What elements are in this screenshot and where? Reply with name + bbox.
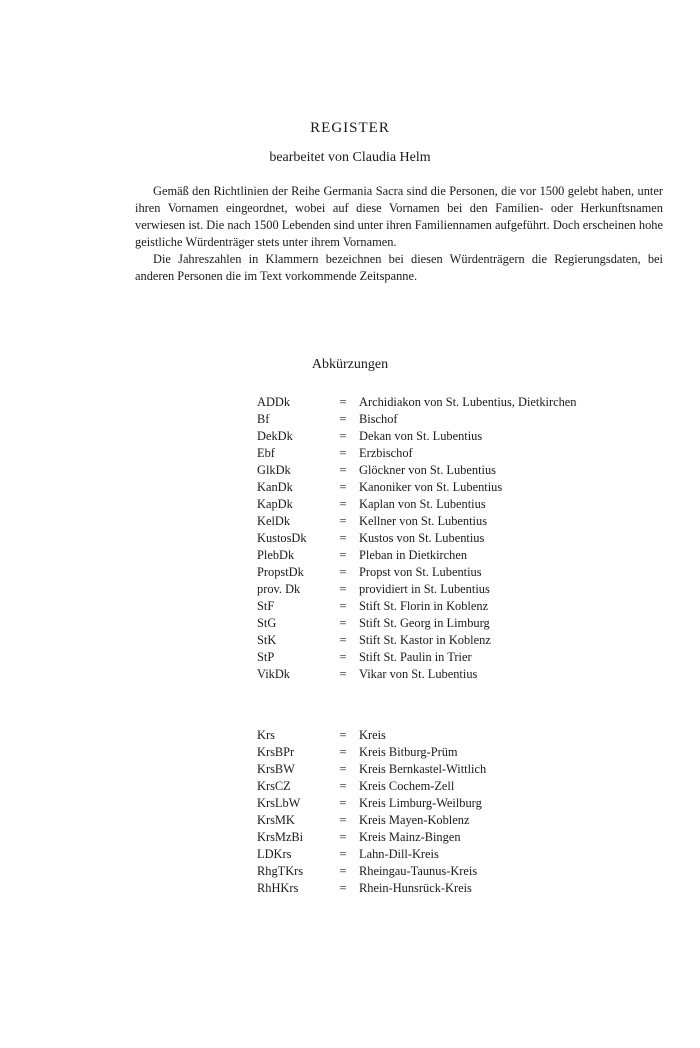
abbreviation-code: StF [257,599,275,613]
abbreviation-meaning: providiert in St. Lubentius [359,582,490,596]
abbreviation-meaning: Archidiakon von St. Lubentius, Dietkirchen [359,395,577,409]
district-abbreviation-list [257,727,486,897]
abbreviation-meaning: Kellner von St. Lubentius [359,514,488,528]
equals-sign: = [339,745,347,759]
abbreviation-row [257,795,486,812]
intro-paragraph: Gemäß den Richtlinien der Reihe Germania Sacra sind die Personen, die vor 1500 gelebt haben, unter ihren Vornamen eingeordnet, wobei auf diese Vornamen bei den Familien- oder Herkunftsnamen verwiesen ist. Die nach 1500 Lebenden sind unter ihren Familiennamen aufgeführt. Doch erscheinen hohe geistliche Würdenträger stets unter ihrem Vornamen. [135,184,663,249]
abbreviation-meaning: Rhein-Hunsrück-Kreis [359,881,472,895]
abbreviation-row [257,445,576,462]
equals-sign: = [339,728,347,742]
abbreviation-code: KrsBPr [257,745,295,759]
abbreviation-code: Ebf [257,446,275,460]
equals-sign: = [339,548,347,562]
abbreviation-code: PropstDk [257,565,304,579]
equals-sign: = [339,480,347,494]
abbreviation-code: prov. Dk [257,582,301,596]
abbreviation-code: ADDk [257,395,291,409]
abbreviation-row [257,496,576,513]
abbreviation-row [257,649,576,666]
clergy-abbreviation-list [257,394,576,683]
abbreviation-meaning: Kustos von St. Lubentius [359,531,485,545]
abbreviation-code: StK [257,633,277,647]
register-subtitle: bearbeitet von Claudia Helm [269,150,431,165]
abbreviation-row [257,513,576,530]
abbreviation-row [257,581,576,598]
abbreviation-code: KelDk [257,514,291,528]
abbreviation-meaning: Stift St. Florin in Koblenz [359,599,489,613]
abbreviation-meaning: Kreis Mayen-Koblenz [359,813,470,827]
abbreviation-row [257,778,486,795]
intro-text [135,183,663,285]
equals-sign: = [339,633,347,647]
equals-sign: = [339,779,347,793]
abbreviation-code: RhgTKrs [257,864,304,878]
equals-sign: = [339,616,347,630]
abbreviation-code: LDKrs [257,847,292,861]
abbreviation-meaning: Kreis [359,728,386,742]
abbreviation-code: PlebDk [257,548,295,562]
abbreviation-meaning: Rheingau-Taunus-Kreis [359,864,478,878]
abbreviation-code: StP [257,650,275,664]
abbreviation-code: KrsMzBi [257,830,304,844]
abbreviation-row [257,615,576,632]
abbreviation-meaning: Kreis Cochem-Zell [359,779,455,793]
equals-sign: = [339,599,347,613]
abbreviation-row [257,846,486,863]
abbreviation-row [257,547,576,564]
abbreviation-meaning: Kaplan von St. Lubentius [359,497,486,511]
abbreviation-row [257,598,576,615]
register-title: REGISTER [310,120,390,136]
equals-sign: = [339,395,347,409]
equals-sign: = [339,762,347,776]
abbreviation-meaning: Kreis Bernkastel-Wittlich [359,762,487,776]
equals-sign: = [339,796,347,810]
abbreviation-row [257,812,486,829]
abbreviation-meaning: Pleban in Dietkirchen [359,548,468,562]
abbreviation-row [257,666,576,683]
equals-sign: = [339,497,347,511]
equals-sign: = [339,514,347,528]
abbreviation-code: KrsMK [257,813,295,827]
abbreviation-row [257,744,486,761]
equals-sign: = [339,565,347,579]
abbreviation-meaning: Stift St. Kastor in Koblenz [359,633,491,647]
abbreviation-row [257,394,576,411]
abbreviation-meaning: Lahn-Dill-Kreis [359,847,439,861]
equals-sign: = [339,847,347,861]
abbreviation-row [257,863,486,880]
abbreviation-meaning: Erzbischof [359,446,413,460]
abbreviation-code: KapDk [257,497,293,511]
abbreviation-code: KrsBW [257,762,295,776]
abbreviation-code: KrsLbW [257,796,301,810]
abbreviation-code: KrsCZ [257,779,291,793]
abbreviation-row [257,761,486,778]
equals-sign: = [339,881,347,895]
equals-sign: = [339,531,347,545]
abbreviation-code: VikDk [257,667,290,681]
abbreviation-meaning: Propst von St. Lubentius [359,565,482,579]
abbreviation-meaning: Bischof [359,412,398,426]
equals-sign: = [339,813,347,827]
abbreviation-code: Krs [257,728,275,742]
abbreviation-row [257,411,576,428]
abbreviation-meaning: Stift St. Paulin in Trier [359,650,472,664]
abbreviation-row [257,727,486,744]
abbreviation-code: DekDk [257,429,293,443]
abbreviation-code: RhHKrs [257,881,299,895]
abbreviation-row [257,880,486,897]
abbreviation-row [257,564,576,581]
abbreviation-meaning: Stift St. Georg in Limburg [359,616,490,630]
abbreviation-code: StG [257,616,277,630]
abbreviation-row [257,462,576,479]
equals-sign: = [339,446,347,460]
abbreviation-row [257,829,486,846]
equals-sign: = [339,463,347,477]
abbreviation-meaning: Glöckner von St. Lubentius [359,463,496,477]
abbreviation-meaning: Vikar von St. Lubentius [359,667,478,681]
equals-sign: = [339,412,347,426]
abbreviations-heading: Abkürzungen [311,357,389,372]
abbreviation-meaning: Dekan von St. Lubentius [359,429,483,443]
abbreviation-meaning: Kreis Limburg-Weilburg [359,796,482,810]
abbreviation-row [257,530,576,547]
equals-sign: = [339,582,347,596]
intro-paragraph: Die Jahreszahlen in Klammern bezeichnen bei diesen Würdenträgern die Regierungsdaten, bei anderen Personen die im Text vorkommende Zeitspanne. [135,252,663,283]
abbreviation-row [257,632,576,649]
abbreviation-row [257,479,576,496]
equals-sign: = [339,429,347,443]
equals-sign: = [339,830,347,844]
equals-sign: = [339,864,347,878]
abbreviation-meaning: Kreis Bitburg-Prüm [359,745,458,759]
equals-sign: = [339,667,347,681]
abbreviation-meaning: Kreis Mainz-Bingen [359,830,461,844]
abbreviation-meaning: Kanoniker von St. Lubentius [359,480,503,494]
equals-sign: = [339,650,347,664]
abbreviation-code: Bf [257,412,270,426]
abbreviation-code: KustosDk [257,531,307,545]
abbreviation-code: GlkDk [257,463,291,477]
abbreviation-code: KanDk [257,480,293,494]
abbreviation-row [257,428,576,445]
